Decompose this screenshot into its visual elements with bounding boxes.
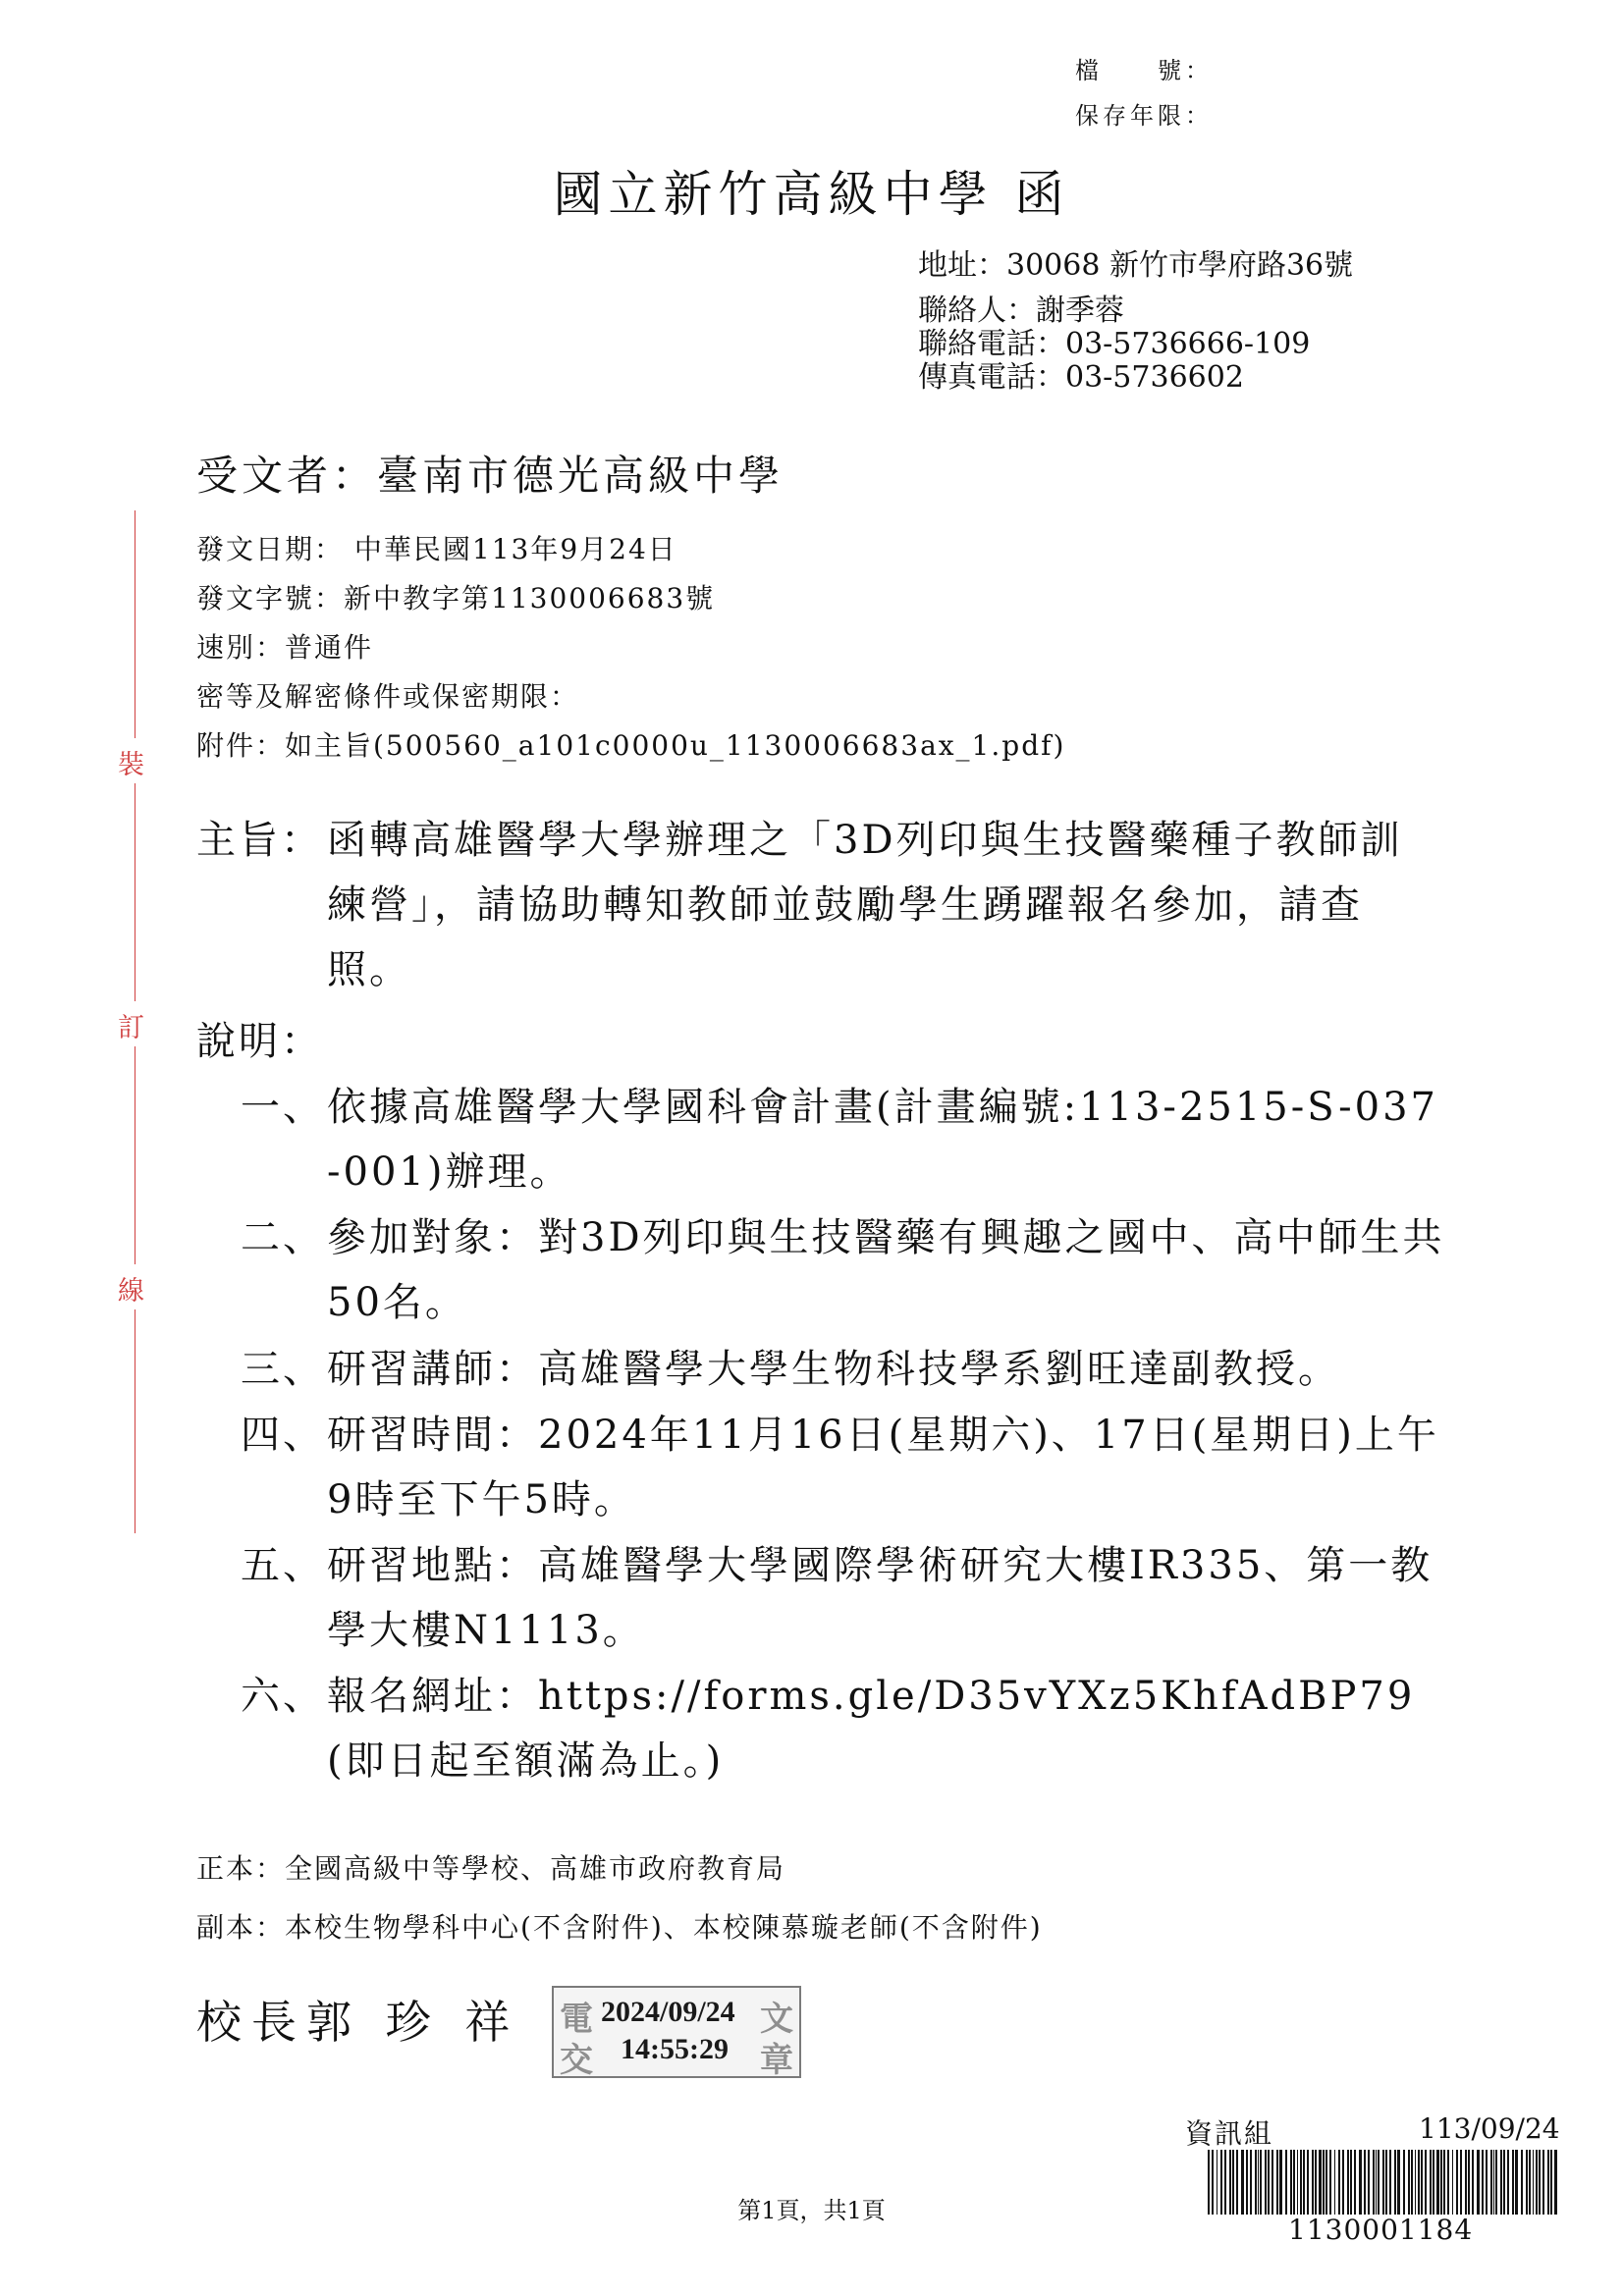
recipient: 受文者：臺南市德光高級中學 <box>196 452 784 500</box>
item-text: 研習地點：高雄醫學大學國際學術研究大樓IR335、第一教學大樓N1113。 <box>327 1543 1434 1653</box>
stamp-date: 2024/09/24 <box>601 1996 735 2028</box>
item-text: 報名網址：https://forms.gle/D35vYXz5KhfAdBP79(即日起至額滿為止。) <box>327 1674 1416 1784</box>
contact-phone: 聯絡電話：03-5736666-109 <box>918 327 1311 361</box>
item-text: 研習講師：高雄醫學大學生物科技學系劉旺達副教授。 <box>327 1347 1340 1392</box>
item-number: 一、 <box>241 1085 325 1130</box>
stamp-char: 文 <box>760 2000 793 2039</box>
page-number: 第1頁，共1頁 <box>737 2197 886 2224</box>
electronic-seal-stamp <box>552 1986 801 2078</box>
document-number: 發文字號：新中教字第1130006683號 <box>196 582 716 614</box>
stamp-char: 電 <box>560 2000 593 2039</box>
subject-label: 主旨： <box>196 818 323 863</box>
contact-fax: 傳真電話：03-5736602 <box>918 360 1244 395</box>
item-text: 參加對象：對3D列印與生技醫藥有興趣之國中、高中師生共50名。 <box>327 1215 1445 1325</box>
binding-mark-1: 裝 <box>118 750 144 780</box>
file-number-label: 檔 號： <box>1075 57 1213 84</box>
binding-mark-2: 訂 <box>118 1013 144 1043</box>
issue-date: 發文日期： 中華民國113年9月24日 <box>196 533 677 565</box>
explanation-label: 說明： <box>196 1019 323 1064</box>
barcode-number: 1130001184 <box>1288 2214 1474 2246</box>
secrecy-level: 密等及解密條件或保密期限： <box>196 680 580 713</box>
item-text: 研習時間：2024年11月16日(星期六)、17日(星期日)上午9時至下午5時。 <box>327 1413 1439 1522</box>
item-number: 四、 <box>241 1413 325 1458</box>
issuing-unit-date: 113/09/24 <box>1419 2112 1560 2145</box>
item-text: 依據高雄醫學大學國科會計畫(計畫編號:113-2515-S-037-001)辦理。 <box>327 1085 1438 1195</box>
cc-recipients: 副本：本校生物學科中心(不含附件)、本校陳慕璇老師(不含附件) <box>196 1911 1043 1944</box>
item-number: 二、 <box>241 1215 325 1260</box>
item-number: 三、 <box>241 1347 325 1392</box>
stamp-char: 章 <box>760 2041 793 2080</box>
subject-text: 函轉高雄醫學大學辦理之「3D列印與生技醫藥種子教師訓練營」，請協助轉知教師並鼓勵學生踴躍報名參加，請查照。 <box>327 818 1403 992</box>
principal-signature: 校長郭 珍 祥 <box>196 1996 520 2049</box>
retention-period-label: 保存年限： <box>1075 102 1213 130</box>
delivery-speed: 速別：普通件 <box>196 631 374 664</box>
main-recipients: 正本：全國高級中等學校、高雄市政府教育局 <box>196 1852 786 1885</box>
item-number: 五、 <box>241 1543 325 1588</box>
item-number: 六、 <box>241 1674 325 1719</box>
sender-address: 地址：30068 新竹市學府路36號 <box>918 248 1354 283</box>
attachment: 附件：如主旨(500560_a101c0000u_1130006683ax_1.pdf) <box>196 729 1066 762</box>
stamp-char: 交 <box>560 2041 593 2080</box>
issuing-unit: 資訊組 <box>1185 2117 1274 2150</box>
letter-title: 國立新竹高級中學 函 <box>553 166 1070 223</box>
binding-mark-3: 線 <box>118 1276 144 1307</box>
contact-person: 聯絡人：謝季蓉 <box>918 294 1124 328</box>
stamp-time: 14:55:29 <box>621 2033 729 2065</box>
